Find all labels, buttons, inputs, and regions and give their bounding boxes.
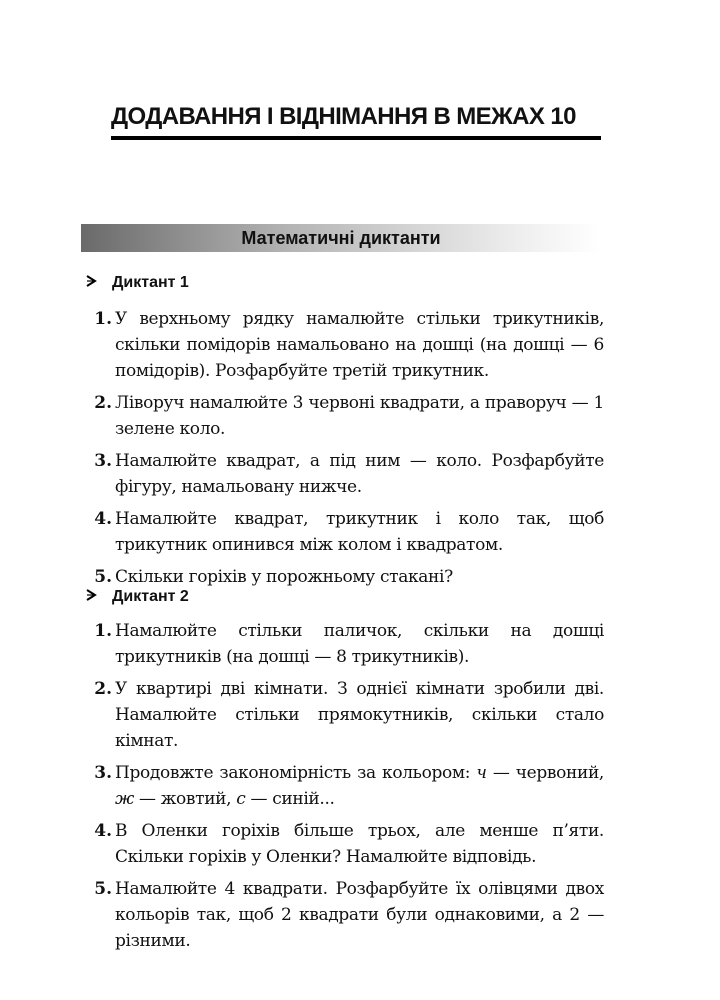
list-item (84, 448, 604, 500)
item-number: 5. (94, 879, 112, 899)
color-letter: ч (476, 763, 487, 783)
color-letter: с (236, 789, 246, 809)
item-text: Продовжте закономірність за кольором: ч — червоний, ж — жовтий, с — синій... (115, 763, 604, 809)
arrow-bullet-icon (84, 586, 112, 608)
item-text: Намалюйте 4 квадрати. Розфарбуйте їх олівцями двох кольорів так, щоб 2 квадрати були однаковими, а 2 — різними. (115, 879, 604, 951)
dictation-2-heading (84, 586, 189, 608)
list-item (84, 506, 604, 558)
item-text: Скільки горіхів у порожньому стакані? (115, 567, 453, 587)
item-number: 1. (94, 621, 112, 641)
dictation-1-title: Диктант 1 (112, 274, 189, 291)
item-number: 3. (94, 763, 112, 783)
dictation-1-list (84, 306, 604, 596)
item-number: 4. (94, 821, 112, 841)
item-text: Намалюйте квадрат, трикутник і коло так, щоб трикутник опинився між колом і квадратом. (115, 509, 604, 555)
list-item (84, 876, 604, 954)
item-number: 5. (94, 567, 112, 587)
title-underline (111, 136, 601, 140)
list-item (84, 760, 604, 812)
item-number: 2. (94, 393, 112, 413)
item-text: У верхньому рядку намалюйте стільки трикутників, скільки помідорів намальовано на дошці (на дошці — 6 помідорів). Розфарбуйте третій трикутник. (115, 309, 604, 381)
item-text: Намалюйте стільки паличок, скільки на дошці трикутників (на дошці — 8 трикутників). (115, 621, 604, 667)
item-text: Ліворуч намалюйте 3 червоні квадрати, а праворуч — 1 зелене коло. (115, 393, 604, 439)
section-title: Математичні диктанти (241, 228, 441, 248)
item-text: Намалюйте квадрат, а під ним — коло. Розфарбуйте фігуру, намальовану нижче. (115, 451, 604, 497)
list-item (84, 618, 604, 670)
list-item (84, 390, 604, 442)
dictation-1-heading (84, 272, 189, 294)
item-number: 1. (94, 309, 112, 329)
list-item (84, 676, 604, 754)
list-item (84, 818, 604, 870)
item-number: 2. (94, 679, 112, 699)
item-text: В Оленки горіхів більше трьох, але менше п’яти. Скільки горіхів у Оленки? Намалюйте відповідь. (115, 821, 604, 867)
list-item (84, 306, 604, 384)
item-number: 4. (94, 509, 112, 529)
arrow-bullet-icon (84, 272, 112, 294)
dictation-2-title: Диктант 2 (112, 588, 189, 605)
item-text: У квартирі дві кімнати. З однієї кімнати зробили дві. Намалюйте стільки прямокутників, скільки стало кімнат. (115, 679, 604, 751)
color-letter: ж (115, 789, 134, 809)
item-number: 3. (94, 451, 112, 471)
dictation-2-list (84, 618, 604, 960)
page-title: ДОДАВАННЯ І ВІДНІМАННЯ В МЕЖАХ 10 (111, 103, 576, 130)
